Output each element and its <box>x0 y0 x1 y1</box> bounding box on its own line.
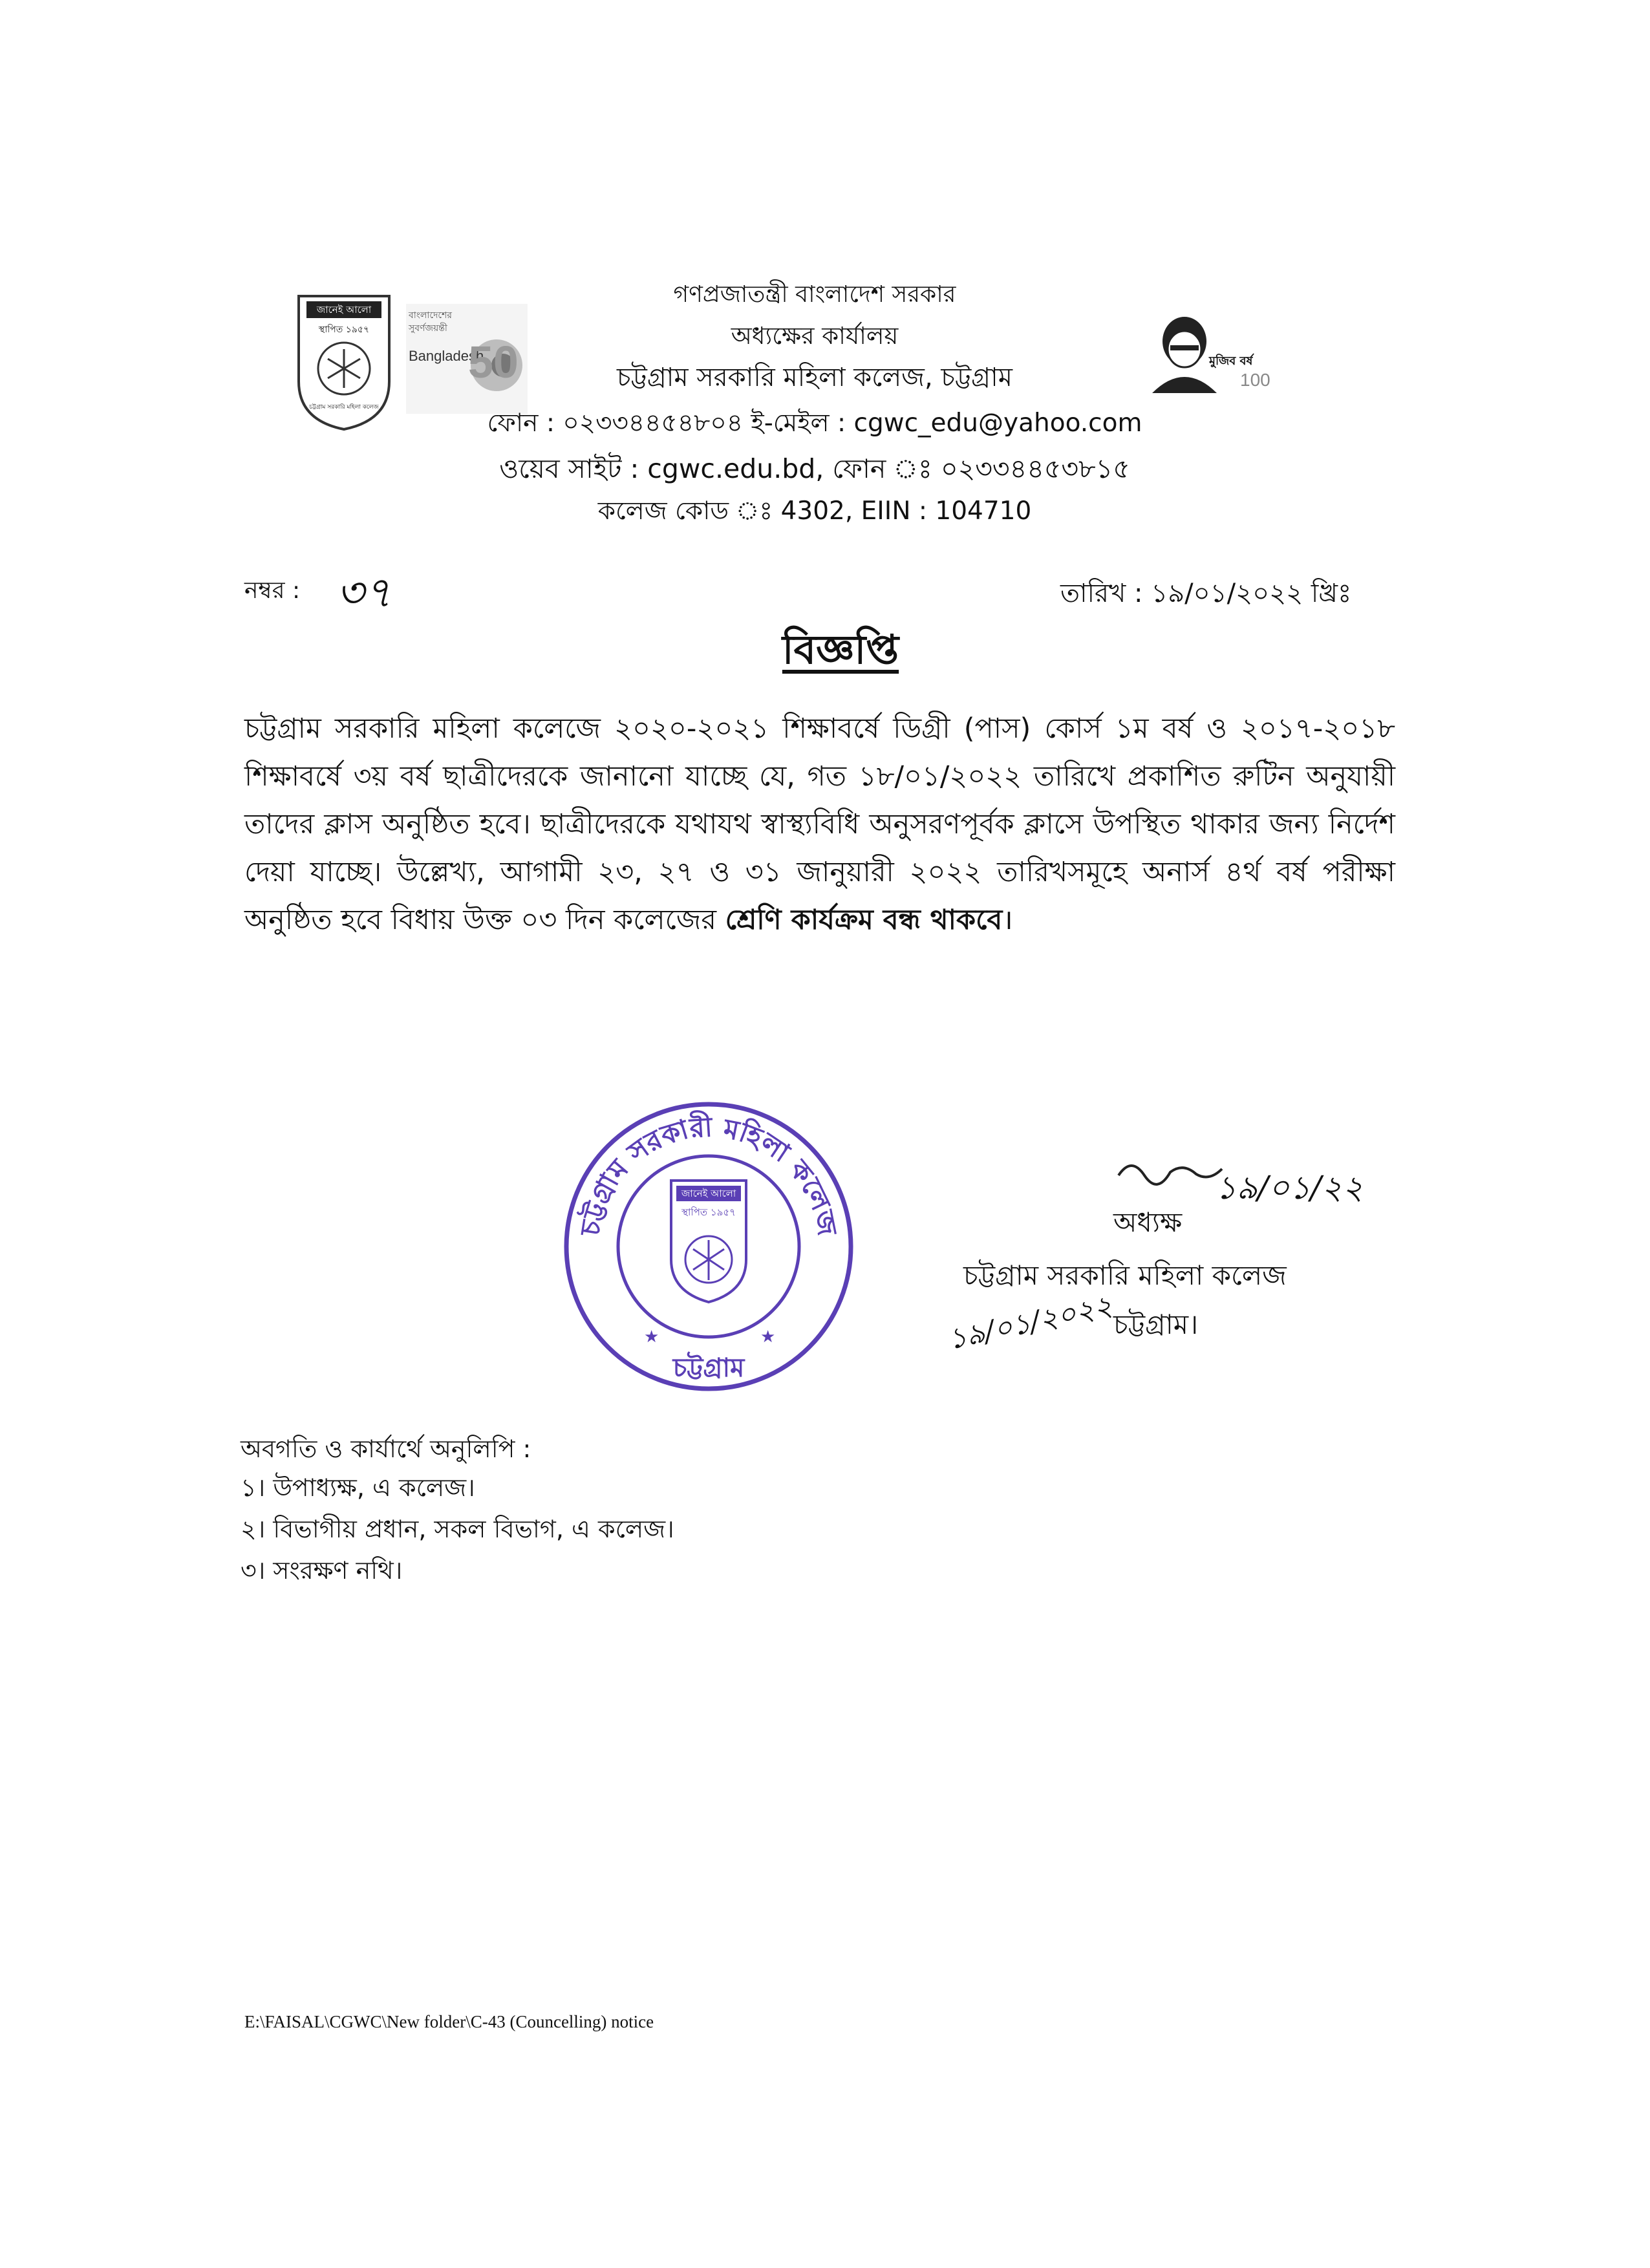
ref-date <box>1060 573 1351 616</box>
golden-jubilee-text: বাংলাদেশের সুবর্ণজয়ন্তী <box>409 310 452 334</box>
college-logo-ring-text: চট্টগ্রাম সরকারি মহিলা কলেজ <box>309 404 379 411</box>
notice-body-bold: শ্রেণি কার্যক্রম বন্ধ থাকবে <box>725 904 1003 936</box>
header-contact-phone-email: ফোন : ০২৩৩৪৪৫৪৮০৪ ই-মেইল : cgwc_edu@yahoo.com <box>487 409 1142 438</box>
svg-text:★: ★ <box>644 1327 659 1347</box>
signature-city: চট্টগ্রাম। <box>1113 1309 1199 1340</box>
mujib-number: 100 <box>1240 370 1270 390</box>
golden-jubilee-word: Bangladesh <box>409 348 484 364</box>
notice-body-main: চট্টগ্রাম সরকারি মহিলা কলেজে ২০২০-২০২১ শিক্ষাবর্ষে ডিগ্রী (পাস) কোর্স ১ম বর্ষ ও ২০১৭-২০১৮ শিক্ষাবর্ষে ৩য় বর্ষ ছাত্রীদেরকে জানানো যাচ্ছে যে, গত ১৮/০১/২০২২ তারিখে প্রকাশিত রুটিন অনুযায়ী তাদের ক্লাস অনুষ্ঠিত হবে। ছাত্রীদেরকে যথাযথ স্বাস্থ্যবিধি অনুসরণপূর্বক ক্লাসে উপস্থিত থাকার জন্য নির্দেশ দেয়া যাচ্ছে। উল্লেখ্য, আগামী ২৩, ২৭ ও ৩১ জানুয়ারী ২০২২ তারিখসমূহে অনার্স ৪র্থ বর্ষ পরীক্ষা অনুষ্ঠিত হবে বিধায় উক্ত ০৩ দিন কলেজের <box>244 712 1395 936</box>
college-logo-est: স্থাপিত ১৯৫৭ <box>318 325 370 335</box>
seal-est: স্থাপিত ১৯৫৭ <box>681 1206 736 1218</box>
notice-body <box>244 705 1395 944</box>
copies-item-3: ৩। সংরক্ষণ নথি। <box>241 1556 403 1585</box>
signature-date-handwritten-2: ১৯/০১/২০২২ <box>945 1289 1115 1356</box>
copies-item-1: ১। উপাধ্যক্ষ, এ কলেজ। <box>241 1473 475 1502</box>
ref-date-label: তারিখ : <box>1060 579 1143 608</box>
header-codes: কলেজ কোড ঃ 4302, EIIN : 104710 <box>597 497 1032 526</box>
header-college: চট্টগ্রাম সরকারি মহিলা কলেজ, চট্টগ্রাম <box>617 363 1012 392</box>
golden-jubilee-number: 50 <box>468 337 519 387</box>
footer-file-path: E:\FAISAL\CGWC\New folder\C-43 (Councelling) notice <box>244 2012 654 2031</box>
signature-org: চট্টগ্রাম সরকারি মহিলা কলেজ <box>963 1259 1287 1291</box>
ref-date-value: ১৯/০১/২০২২ খ্রিঃ <box>1151 579 1352 608</box>
ref-number-label: নম্বর : <box>244 577 301 604</box>
copies-item-2: ২। বিভাগীয় প্রধান, সকল বিভাগ, এ কলেজ। <box>241 1515 674 1543</box>
seal-motto: জানেই আলো <box>681 1188 736 1199</box>
signature-date-handwritten: ১৯/০১/২২ <box>1216 1169 1364 1206</box>
notice-title: বিজ্ঞপ্তি <box>782 626 899 673</box>
copies-heading: অবগতি ও কার্যার্থে অনুলিপি : <box>241 1435 531 1463</box>
college-logo-motto: জানেই আলো <box>316 304 372 316</box>
seal-bottom-text: চট্টগ্রাম <box>672 1353 745 1383</box>
college-logo <box>292 291 396 433</box>
header-office: অধ্যক্ষের কার্যালয় <box>731 322 899 350</box>
signature-title: অধ্যক্ষ <box>1113 1206 1183 1238</box>
seal-ring-text: চট্টগ্রাম সরকারী মহিলা কলেজ <box>573 1111 844 1238</box>
svg-text:★: ★ <box>760 1327 776 1347</box>
official-seal <box>560 1098 857 1395</box>
notice-body-end: । <box>1002 904 1013 936</box>
ref-number-value: ৩৭ <box>336 568 392 617</box>
header-contact-web: ওয়েব সাইট : cgwc.edu.bd, ফোন ঃ ০২৩৩৪৪৫৩৮১৫ <box>499 453 1130 484</box>
mujib-text: মুজিব বর্ষ <box>1209 354 1253 368</box>
header-gov: গণপ্রজাতন্ত্রী বাংলাদেশ সরকার <box>673 281 956 308</box>
